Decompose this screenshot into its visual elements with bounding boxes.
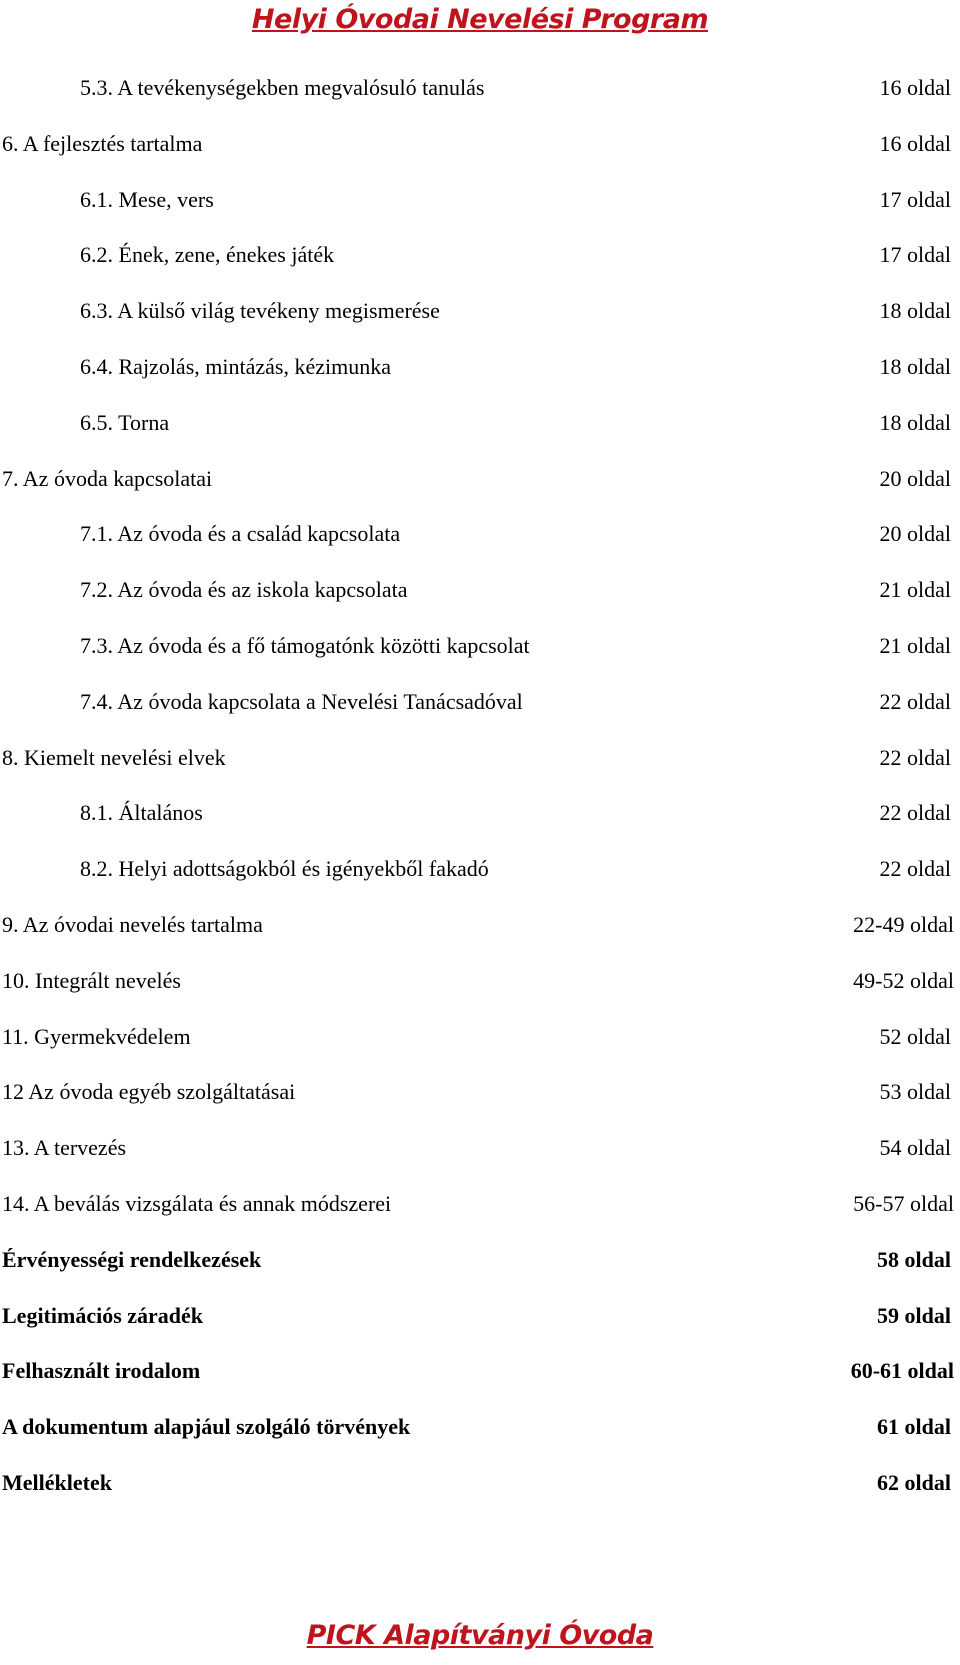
toc-entry-page: 22 oldal	[879, 744, 951, 770]
toc-entry	[0, 1247, 960, 1277]
toc-entry-title: Legitimációs záradék	[2, 1302, 204, 1328]
toc-entry-title: 11. Gyermekvédelem	[2, 1023, 191, 1049]
toc-entry	[0, 633, 960, 663]
toc-entry-title: 10. Integrált nevelés	[2, 967, 181, 993]
toc-entry	[0, 1358, 960, 1388]
toc-entry-page: 62 oldal	[877, 1470, 951, 1495]
toc-entry-page: 18 oldal	[879, 298, 951, 324]
toc-entry-title: Érvényességi rendelkezések	[2, 1246, 262, 1272]
toc-entry-title: 5.3. A tevékenységekben megvalósuló tanulás	[80, 75, 485, 100]
toc-entry-page: 21 oldal	[879, 633, 951, 658]
toc-entry	[0, 912, 960, 942]
toc-entry	[0, 1024, 960, 1054]
toc-entry-title: 12 Az óvoda egyéb szolgáltatásai	[2, 1079, 296, 1105]
toc-entry-page: 16 oldal	[879, 75, 951, 100]
toc-entry	[0, 968, 960, 998]
toc-entry	[0, 1079, 960, 1109]
toc-entry-page: 20 oldal	[879, 521, 951, 547]
toc-entry	[0, 466, 960, 496]
toc-entry	[0, 1191, 960, 1221]
toc-entry-page: 22 oldal	[879, 688, 951, 714]
toc-entry	[0, 1135, 960, 1165]
toc-entry-page: 22 oldal	[879, 856, 951, 882]
toc-entry-title: Mellékletek	[2, 1470, 112, 1495]
toc-entry-title: 6.5. Torna	[80, 409, 170, 435]
toc-entry	[0, 354, 960, 384]
toc-entry-page: 49-52 oldal	[853, 967, 954, 993]
toc-entry-title: 8. Kiemelt nevelési elvek	[2, 744, 226, 770]
toc-entry-page: 20 oldal	[879, 465, 951, 491]
toc-entry-title: 6.2. Ének, zene, énekes játék	[80, 242, 335, 268]
toc-entry-title: 7.4. Az óvoda kapcsolata a Nevelési Tanácsadóval	[80, 688, 523, 714]
toc-entry-page: 18 oldal	[879, 354, 951, 379]
toc-entry-title: 7.1. Az óvoda és a család kapcsolata	[80, 521, 401, 547]
toc-entry-title: 6.4. Rajzolás, mintázás, kézimunka	[80, 354, 391, 379]
toc-entry	[0, 1414, 960, 1444]
toc-entry	[0, 1470, 960, 1500]
toc-entry-page: 21 oldal	[879, 577, 951, 603]
toc-entry-title: 7.2. Az óvoda és az iskola kapcsolata	[80, 577, 408, 603]
toc-entry	[0, 1303, 960, 1333]
toc-entry	[0, 521, 960, 551]
toc-entry-page: 53 oldal	[879, 1079, 951, 1105]
toc-entry	[0, 242, 960, 272]
toc-entry-title: 9. Az óvodai nevelés tartalma	[2, 912, 263, 937]
toc-entry-title: Felhasznált irodalom	[2, 1358, 201, 1384]
toc-entry-title: 7. Az óvoda kapcsolatai	[2, 465, 213, 491]
toc-entry-title: 13. A tervezés	[2, 1135, 127, 1161]
toc-entry-page: 52 oldal	[879, 1023, 951, 1049]
toc-entry-page: 22 oldal	[879, 800, 951, 826]
toc-entry-page: 58 oldal	[877, 1246, 951, 1272]
toc-entry-page: 54 oldal	[879, 1135, 951, 1161]
toc-entry-title: A dokumentum alapjául szolgáló törvények	[2, 1414, 411, 1440]
toc-entry	[0, 187, 960, 217]
toc-entry	[0, 75, 960, 105]
toc-entry-title: 6.1. Mese, vers	[80, 186, 214, 212]
toc-entry-title: 14. A beválás vizsgálata és annak módszerei	[2, 1191, 392, 1216]
toc-entry-title: 8.1. Általános	[80, 800, 203, 826]
toc-entry-title: 7.3. Az óvoda és a fő támogatónk közötti kapcsolat	[80, 633, 530, 658]
toc-entry-page: 22-49 oldal	[853, 912, 954, 937]
toc-entry	[0, 856, 960, 886]
page-header: Helyi Óvodai Nevelési Program	[251, 4, 709, 35]
toc-entry-title: 6. A fejlesztés tartalma	[2, 130, 203, 156]
toc-entry	[0, 298, 960, 328]
toc-entry-title: 8.2. Helyi adottságokból és igényekből fakadó	[80, 856, 489, 882]
toc-entry-title: 6.3. A külső világ tevékeny megismerése	[80, 298, 440, 324]
toc-entry-page: 17 oldal	[879, 186, 951, 212]
toc-entry	[0, 800, 960, 830]
page-footer: PICK Alapítványi Óvoda	[306, 1620, 654, 1651]
toc-entry-page: 16 oldal	[879, 130, 951, 156]
toc-entry	[0, 577, 960, 607]
toc-entry-page: 61 oldal	[877, 1414, 951, 1440]
toc-entry-page: 17 oldal	[879, 242, 951, 268]
toc-entry-page: 56-57 oldal	[853, 1191, 954, 1216]
toc-entry	[0, 410, 960, 440]
toc-entry-page: 18 oldal	[879, 409, 951, 435]
toc-entry-page: 59 oldal	[877, 1302, 951, 1328]
toc-entry	[0, 745, 960, 775]
toc-entry	[0, 131, 960, 161]
toc-entry	[0, 689, 960, 719]
toc-entry-page: 60-61 oldal	[850, 1358, 954, 1384]
